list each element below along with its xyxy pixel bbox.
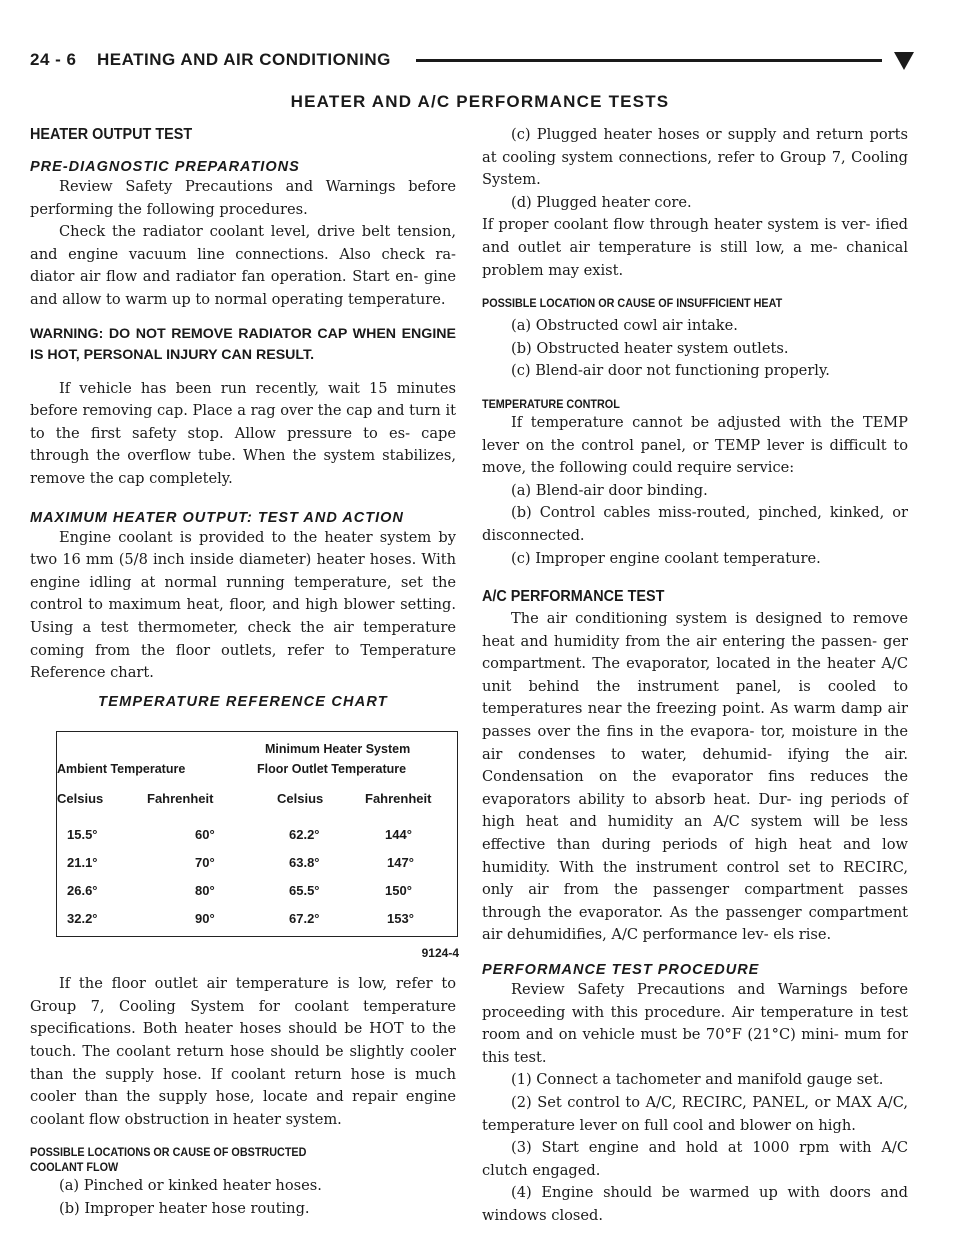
max-output-paragraph: Engine coolant is provided to the heater system by two 16 mm (5/8 inch inside diameter) heater hoses. With engine idling at normal running temperature, set the control to maximum heat, floor, and high blower setting. Using a test thermometer, check the air temperature coming from the floor outlets, refer to Temperature Reference chart. [30, 528, 456, 682]
prediag-paragraph-1: Review Safety Precautions and Warnings before performing the following procedures. [30, 178, 456, 218]
continued-item-d: (d) Plugged heater core. [511, 193, 692, 211]
temp-control-heading: TEMPERATURE CONTROL [482, 396, 620, 411]
obstructed-item-a: (a) Pinched or kinked heater hoses. [59, 1177, 322, 1195]
temp-control-item-a: (a) Blend-air door binding. [511, 481, 708, 499]
chart-cell: 26.6° [67, 883, 98, 899]
page-number: 24 - 6 [30, 50, 77, 69]
prediag-paragraph-2: Check the radiator coolant level, drive belt tension, and engine vacuum line connections. Also check ra- diator air flow and radiator fan operation. Start en- gine and allow to warm up to normal operating temperature. [30, 223, 456, 308]
chart-figure-code: 9124-4 [421, 945, 459, 960]
chart-cell: 62.2° [289, 827, 320, 843]
ac-performance-heading: A/C PERFORMANCE TEST [482, 588, 665, 606]
page-header [30, 42, 930, 82]
chart-cell: 70° [195, 855, 215, 871]
insufficient-item-c: (c) Blend-air door not functioning properly. [511, 362, 830, 380]
insufficient-item-a: (a) Obstructed cowl air intake. [511, 317, 738, 335]
header-rule [416, 59, 882, 62]
low-temp-paragraph: If the floor outlet air temperature is low, refer to Group 7, Cooling System for coolant temperature specifications. Both heater hoses should be HOT to the touch. The coolant return hose should be slightly cooler than the supply hose. If coolant return hose is much cooler than the supply hose, locate and repair engine coolant flow obstruction in heater system. [30, 975, 456, 1128]
continued-item-c: (c) Plugged heater hoses or supply and return ports at cooling system connections, refer to Group 7, Cooling System. [482, 126, 908, 189]
chart-cell: 150° [385, 883, 412, 899]
chart-group-ambient: Ambient Temperature [57, 762, 186, 777]
prediag-heading: PRE-DIAGNOSTIC PREPARATIONS [30, 159, 300, 175]
perf-step-3: (3) Start engine and hold at 1000 rpm with A/C clutch engaged. [482, 1139, 908, 1179]
chart-cell: 80° [195, 883, 215, 899]
chart-group-min-2: Floor Outlet Temperature [257, 762, 407, 777]
right-column [482, 124, 908, 1228]
page-title: HEATER AND A/C PERFORMANCE TESTS [290, 92, 670, 111]
chart-cell: 67.2° [289, 911, 320, 927]
insufficient-heat-heading: POSSIBLE LOCATION OR CAUSE OF INSUFFICIENT HEAT [482, 296, 783, 311]
chart-cell: 65.5° [289, 883, 320, 899]
chart-col-header: Fahrenheit [147, 791, 214, 807]
temperature-reference-chart [56, 731, 459, 960]
triangle-down-icon [894, 52, 914, 70]
chart-cell: 63.8° [289, 855, 320, 871]
perf-procedure-heading: PERFORMANCE TEST PROCEDURE [482, 962, 760, 978]
temp-control-paragraph: If temperature cannot be adjusted with the TEMP lever on the control panel, or TEMP lever is difficult to move, the following could require service: [482, 413, 908, 477]
heater-output-heading: HEATER OUTPUT TEST [30, 126, 193, 143]
obstructed-heading-1: POSSIBLE LOCATIONS OR CAUSE OF OBSTRUCTED [30, 1145, 307, 1160]
chart-col-header: Celsius [57, 791, 104, 807]
warning-text: WARNING: DO NOT REMOVE RADIATOR CAP WHEN ENGINE IS HOT, PERSONAL INJURY CAN RESULT. [30, 325, 456, 363]
warning-paragraph: If vehicle has been run recently, wait 15 minutes before removing cap. Place a rag over the cap and turn it to the first safety stop. Allow pressure to es- cape through the overflow tube. When the system stabilizes, remove the cap completely. [30, 379, 456, 487]
chart-cell: 60° [195, 827, 215, 843]
chart-group-min-1: Minimum Heater System [265, 742, 411, 757]
chart-cell: 144° [385, 827, 412, 843]
continued-paragraph: If proper coolant flow through heater system is ver- ified and outlet air temperature is still low, a me- chanical problem may exist. [482, 216, 908, 279]
temp-control-item-c: (c) Improper engine coolant temperature. [511, 549, 821, 567]
chart-cell: 15.5° [67, 827, 98, 843]
chart-cell: 147° [387, 855, 414, 871]
obstructed-heading-2: COOLANT FLOW [30, 1160, 119, 1175]
chart-cell: 90° [195, 911, 215, 927]
max-output-heading: MAXIMUM HEATER OUTPUT: TEST AND ACTION [30, 509, 404, 526]
section-title: HEATING AND AIR CONDITIONING [97, 50, 391, 69]
chart-title: TEMPERATURE REFERENCE CHART [98, 693, 388, 710]
perf-step-2: (2) Set control to A/C, RECIRC, PANEL, or MAX A/C, temperature lever on full cool and blower on high. [482, 1093, 908, 1134]
perf-step-1: (1) Connect a tachometer and manifold gauge set. [511, 1071, 884, 1089]
temp-control-item-b: (b) Control cables miss-routed, pinched, kinked, or disconnected. [482, 504, 908, 544]
perf-procedure-paragraph: Review Safety Precautions and Warnings before proceeding with this procedure. Air temperature in test room and on vehicle must be 70°F (21°C) mini- mum for this test. [482, 981, 908, 1066]
chart-col-header: Celsius [277, 791, 324, 807]
chart-cell: 21.1° [67, 855, 98, 871]
left-column [30, 124, 459, 1221]
ac-performance-paragraph: The air conditioning system is designed to remove heat and humidity from the air entering the passen- ger compartment. The evaporator, located in the heater A/C unit behind the instrument panel, is cooled to temperatures near the freezing point. As warm damp air passes over the fins in the evapora- tor, moisture in the air condenses to water, dehumid- ifying the air. Condensation on the evaporator fins reduces the evaporators ability to absorb heat. Dur- ing periods of high heat and humidity an A/C system will be less effective than during periods of high heat and low humidity. With the instrument control set to RECIRC, only air from the passenger compartment passes through the evaporator. As the passenger compartment air dehumidifies, A/C performance lev- els rise. [482, 610, 908, 944]
chart-cell: 32.2° [67, 911, 98, 927]
insufficient-item-b: (b) Obstructed heater system outlets. [511, 339, 789, 357]
chart-col-header: Fahrenheit [365, 791, 432, 807]
obstructed-item-b: (b) Improper heater hose routing. [59, 1200, 310, 1218]
chart-cell: 153° [387, 911, 414, 927]
perf-step-4: (4) Engine should be warmed up with doors and windows closed. [482, 1184, 908, 1224]
